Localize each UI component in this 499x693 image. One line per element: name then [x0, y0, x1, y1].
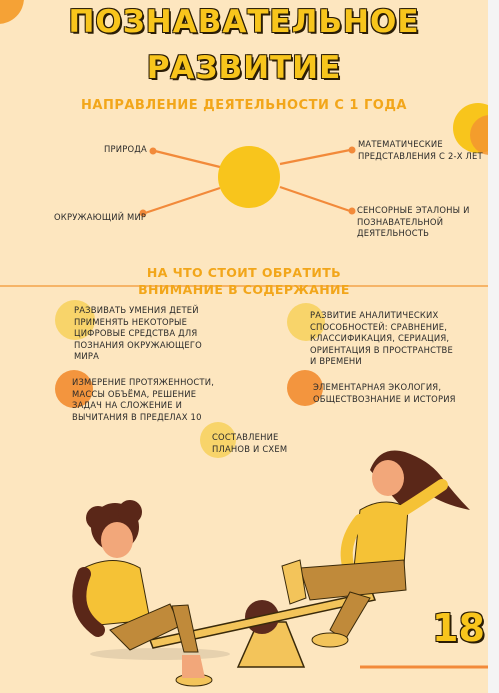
mindmap-label-nature: ПРИРОДА — [104, 144, 147, 154]
mindmap-label-sensory: СЕНСОРНЫЕ ЭТАЛОНЫ И ПОЗНАВАТЕЛЬНОЙ ДЕЯТЕЛЬНОСТЬ — [357, 205, 470, 238]
page-title-line-2: РАЗВИТИЕ — [146, 50, 342, 86]
mindmap-label-world: ОКРУЖАЮЩИЙ МИР — [54, 212, 147, 222]
page-subtitle: НАПРАВЛЕНИЕ ДЕЯТЕЛЬНОСТИ С 1 ГОДА — [81, 98, 407, 113]
page-margin-strip — [488, 0, 499, 693]
focus-item-1: РАЗВИВАТЬ УМЕНИЯ ДЕТЕЙ ПРИМЕНЯТЬ НЕКОТОРЫЕ ЦИФРОВЫЕ СРЕДСТВА ДЛЯ ПОЗНАНИЯ ОКРУЖАЮЩЕГО МИРА — [74, 305, 202, 361]
page-number: 18 — [432, 606, 485, 650]
mindmap-label-math: МАТЕМАТИЧЕСКИЕ ПРЕДСТАВЛЕНИЯ С 2-Х ЛЕТ — [358, 139, 483, 161]
focus-item-3: ИЗМЕРЕНИЕ ПРОТЯЖЕННОСТИ, МАССЫ ОБЪЁМА, РЕШЕНИЕ ЗАДАЧ НА СЛОЖЕНИЕ И ВЫЧИТАНИЯ В ПРЕДЕЛАХ 10 — [72, 377, 215, 422]
focus-item-5: СОСТАВЛЕНИЕ ПЛАНОВ И СХЕМ — [212, 432, 288, 454]
focus-item-4: ЭЛЕМЕНТАРНАЯ ЭКОЛОГИЯ, ОБЩЕСТВОЗНАНИЕ И ИСТОРИЯ — [313, 382, 456, 404]
focus-item-2: РАЗВИТИЕ АНАЛИТИЧЕСКИХ СПОСОБНОСТЕЙ: СРАВНЕНИЕ, КЛАССИФИКАЦИЯ, СЕРИАЦИЯ, ОРИЕНТАЦИЯ В ПРОСТРАНСТВЕ И ВРЕМЕНИ — [310, 310, 453, 366]
section-heading: НА ЧТО СТОИТ ОБРАТИТЬ ВНИМАНИЕ В СОДЕРЖАНИЕ — [138, 265, 350, 297]
page-title-line-1: ПОЗНАВАТЕЛЬНОЕ — [68, 4, 420, 40]
